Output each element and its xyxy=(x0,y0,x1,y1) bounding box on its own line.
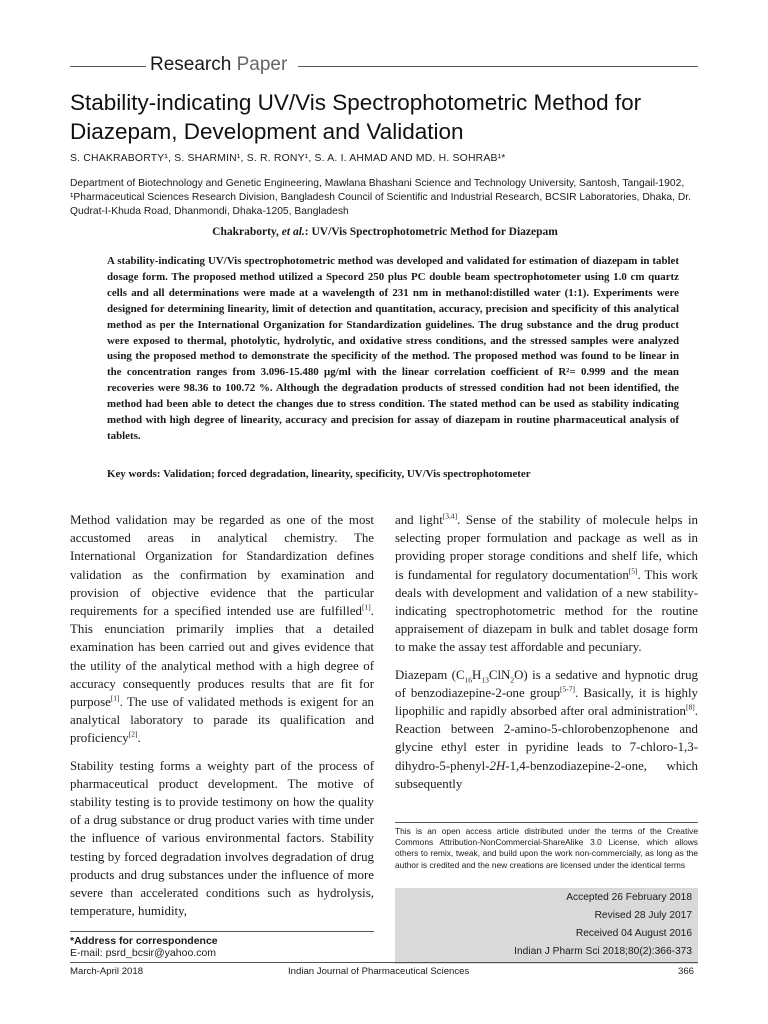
correspondence-rule xyxy=(70,931,374,932)
abstract: A stability-indicating UV/Vis spectrophotometric method was developed and validated for estimation of diazepam in tablet dosage form. The proposed method utilized a Specord 250 plus PC double beam spectrophotometer using 1.0 cm quartz cells and all determinations were made at a wavelength of 231 nm in methanol:distilled water (1:1). Experiments were designed for determining linearity, limit of detection and quantitation, accuracy, precision and specificity of this analytical method as per the International Organization for Standardization guidelines. The drug substance and the drug product were exposed to thermal, photolytic, hydrolytic, and oxidative stress conditions, and the stressed samples were analyzed using the proposed method to demonstrate the specificity of the method. The proposed method was found to be linear in the concentration ranges from 3.096-15.480 μg/ml with the linear correlation coefficient of R²= 0.999 and the mean recoveries were 98.36 to 100.72 %. Although the degradation products of stressed condition had not been identified, the method had been able to detect the changes due to stress condition. The stated method can be used as stability indicating method with high degree of linearity, accuracy and precision for assay of diazepam in routine pharmaceutical analysis of tablets. xyxy=(107,255,679,442)
license-rule xyxy=(395,822,698,823)
body-paragraph: and light[3,4]. Sense of the stability of molecule helps in selecting proper formulation and package as well as in providing proper storage conditions and shelf life, which is fundamental for regulatory documentation[5]. This work deals with development and validation of a new stability-indicating spectrophotometric method for the routine appraisement of diazepam in bulk and tablet dosage form to make the assay test affordable and pecuniary. xyxy=(395,511,698,655)
citation-ref: [5] xyxy=(628,566,638,576)
revised-date: Revised 28 July 2017 xyxy=(594,910,692,921)
accepted-date: Accepted 26 February 2018 xyxy=(566,892,692,903)
journal-citation: Indian J Pharm Sci 2018;80(2):366-373 xyxy=(514,946,692,957)
body-column-left xyxy=(70,511,374,929)
section-tag-strong: Research xyxy=(150,54,232,75)
citation-ref: [8] xyxy=(686,702,695,712)
author-list: S. CHAKRABORTY¹, S. SHARMIN¹, S. R. RONY¹, S. A. I. AHMAD AND MD. H. SOHRAB¹* xyxy=(70,153,506,164)
footer-journal: Indian Journal of Pharmaceutical Sciences xyxy=(288,966,470,977)
running-title-rest: : UV/Vis Spectrophotometric Method for Diazepam xyxy=(304,226,558,238)
keywords: Key words: Validation; forced degradation, linearity, specificity, UV/Vis spectrophotometer xyxy=(107,468,531,480)
correspondence-email: E-mail: psrd_bcsir@yahoo.com xyxy=(70,947,217,959)
footer-issue: March-April 2018 xyxy=(70,966,144,977)
header-rule-right xyxy=(298,66,698,67)
dates-box xyxy=(395,888,698,964)
citation-ref: [3,4] xyxy=(442,511,458,521)
body-paragraph: Method validation may be regarded as one of the most accustomed areas in analytical chemistry. The International Organization for Standardization defines validation as the confirmation by examination and provision of objective evidence that the particular requirements for a specified intended use are fulfilled[1]. This enunciation primarily implies that a detailed examination has been carried out and gives evidence that the utility of the analytical method with a high degree of accuracy consequently produces results that are fit for purpose[1]. The use of validated methods is exigent for an analytical laboratory to parade its qualification and proficiency[2]. xyxy=(70,513,374,746)
citation-ref: [5-7] xyxy=(559,684,575,694)
citation-ref: [1] xyxy=(110,693,120,703)
affiliation: Department of Biotechnology and Genetic Engineering, Mawlana Bhashani Science and Technology University, Santosh, Tangail-1902, ¹Pharmaceutical Sciences Research Division, Bangladesh Council of Scientific and Industrial Research, BCSIR Laboratories, Dhaka, Dr. Qudrat-I-Khuda Road, Dhanmondi, Dhaka-1205, Bangladesh xyxy=(70,178,691,217)
header-rule-left xyxy=(70,66,146,67)
body-paragraph: Stability testing forms a weighty part of the process of pharmaceutical product development. The motive of stability testing is to provide testimony on how the quality of a drug substance or drug product varies with time under the influence of various environmental factors. Stability testing by forced degradation involves degradation of drug products and drug substances under the influence of more severe than accelerated conditions such as hydrolysis, temperature, humidity, xyxy=(70,758,374,919)
citation-ref: [1] xyxy=(362,602,371,612)
running-title-author: Chakraborty, xyxy=(212,226,279,238)
license-notice: This is an open access article distributed under the terms of the Creative Commons Attribution-NonCommercial-ShareAlike 3.0 License, which allows others to remix, tweak, and build upon the work non-commercially, as long as the author is credited and the new creations are licensed under the identical terms xyxy=(395,826,698,870)
footer-page-number: 366 xyxy=(678,966,695,977)
running-title xyxy=(70,226,700,238)
received-date: Received 04 August 2016 xyxy=(575,928,692,939)
correspondence-label: *Address for correspondence xyxy=(70,935,218,947)
running-title-etal: et al. xyxy=(281,226,305,238)
body-column-right xyxy=(395,511,698,802)
section-tag-light: Paper xyxy=(236,54,288,75)
article-title: Stability-indicating UV/Vis Spectrophotometric Method for Diazepam, Development and Validation xyxy=(70,90,642,144)
section-tag xyxy=(150,54,287,76)
body-paragraph: Diazepam $(C_{16}H_{13}ClN_2O)$ is a sedative and hypnotic drug of benzodiazepine-2-one group[5-7]. Basically, it is highly lipophilic and rapidly absorbed after oral administration[8]. Reaction between 2-amino-5-chlorobenzophenone and glycine ethyl ester in pyridine leads to 7-chloro-1,3-dihydro-5-phenyl-2H-1,4-benzodiazepine-2-one, which subsequently xyxy=(395,667,698,791)
footer-rule xyxy=(70,962,698,963)
citation-ref: [2] xyxy=(128,730,138,740)
